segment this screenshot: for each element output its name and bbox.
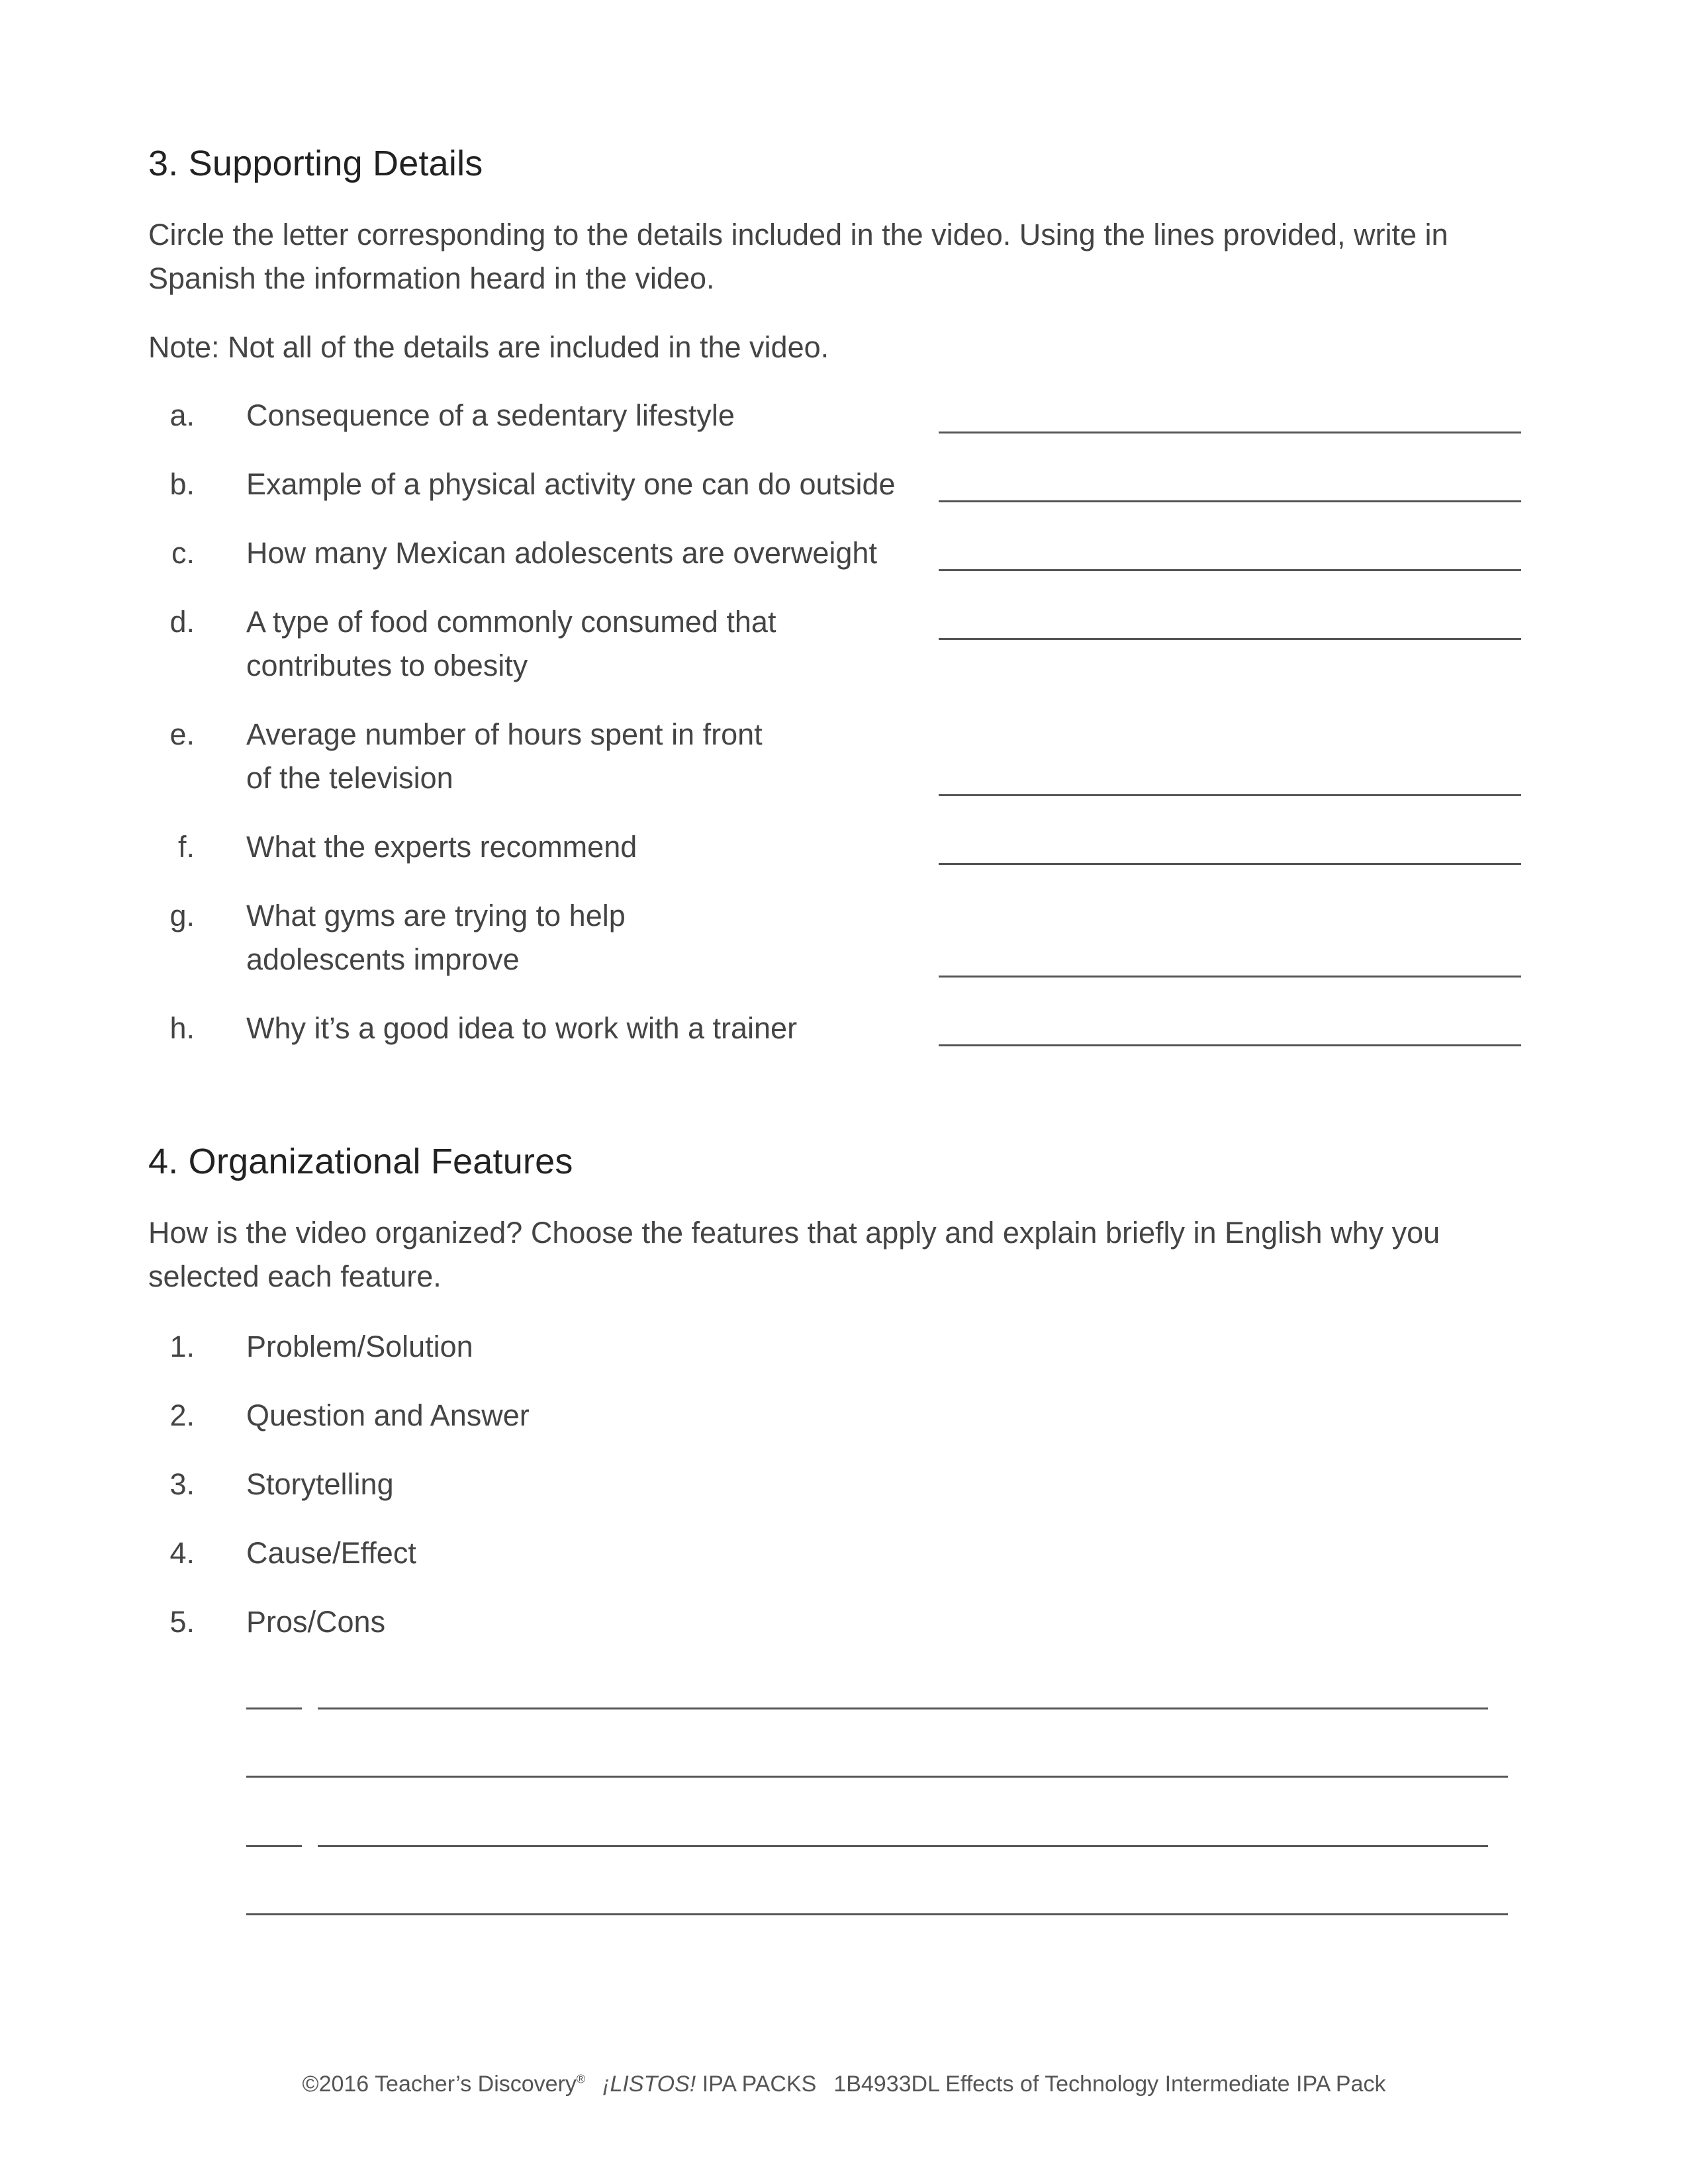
- feature-label: Pros/Cons: [246, 1605, 386, 1639]
- footer-brand: ¡LISTOS!: [602, 2071, 696, 2097]
- footer-title: 1B4933DL Effects of Technology Intermediate IPA Pack: [833, 2071, 1386, 2097]
- feature-label: Cause/Effect: [246, 1536, 416, 1570]
- detail-letter[interactable]: d.: [169, 605, 195, 639]
- detail-text: Why it’s a good idea to work with a trainer: [246, 1011, 798, 1045]
- feature-explanation-line-1[interactable]: [318, 1707, 1488, 1709]
- feature-number: 1.: [169, 1330, 195, 1363]
- detail-letter[interactable]: a.: [169, 398, 195, 432]
- detail-letter[interactable]: g.: [169, 899, 195, 933]
- detail-text: Example of a physical activity one can do outside: [246, 467, 896, 501]
- detail-text-continued: contributes to obesity: [246, 649, 528, 682]
- detail-letter[interactable]: h.: [169, 1011, 195, 1045]
- detail-text: A type of food commonly consumed that: [246, 605, 776, 639]
- feature-label: Problem/Solution: [246, 1330, 473, 1363]
- detail-text: Average number of hours spent in front: [246, 717, 763, 751]
- feature-number-blank-1[interactable]: [246, 1707, 302, 1709]
- detail-text: How many Mexican adolescents are overweight: [246, 536, 877, 570]
- answer-line-e[interactable]: [939, 794, 1521, 796]
- footer-copyright: ©2016 Teacher’s Discovery: [302, 2071, 577, 2097]
- footer-product: IPA PACKS: [702, 2071, 817, 2097]
- detail-letter[interactable]: f.: [177, 830, 195, 864]
- detail-letter[interactable]: e.: [169, 717, 195, 751]
- answer-line-d[interactable]: [939, 638, 1521, 640]
- feature-number: 4.: [169, 1536, 195, 1570]
- section-3-instructions: [148, 213, 1571, 300]
- answer-line-g[interactable]: [939, 976, 1521, 978]
- detail-text-continued: of the television: [246, 761, 453, 795]
- answer-line-b[interactable]: [939, 500, 1521, 502]
- detail-text: What gyms are trying to help: [246, 899, 626, 933]
- answer-line-a[interactable]: [939, 432, 1521, 433]
- feature-explanation-line-4[interactable]: [246, 1913, 1508, 1915]
- feature-number-blank-2[interactable]: [246, 1845, 302, 1847]
- detail-text-continued: adolescents improve: [246, 942, 520, 976]
- answer-line-f[interactable]: [939, 863, 1521, 865]
- feature-label: Storytelling: [246, 1467, 394, 1501]
- detail-text: Consequence of a sedentary lifestyle: [246, 398, 735, 432]
- section-3-heading: 3. Supporting Details: [148, 144, 483, 183]
- detail-letter[interactable]: b.: [169, 467, 195, 501]
- feature-explanation-line-3[interactable]: [318, 1845, 1488, 1847]
- section-3-instructions-line-1: Circle the letter corresponding to the details included in the video. Using the lines provided, write in: [148, 218, 1448, 251]
- feature-label: Question and Answer: [246, 1398, 530, 1432]
- section-3-instructions-line-2: Spanish the information heard in the video.: [148, 261, 715, 295]
- feature-number: 3.: [169, 1467, 195, 1501]
- footer: [0, 2071, 1688, 2097]
- feature-explanation-line-2[interactable]: [246, 1776, 1508, 1778]
- section-4-heading: 4. Organizational Features: [148, 1142, 573, 1181]
- section-4-instructions-line-1: How is the video organized? Choose the features that apply and explain briefly in English why you: [148, 1216, 1440, 1250]
- feature-number: 2.: [169, 1398, 195, 1432]
- feature-number: 5.: [169, 1605, 195, 1639]
- section-4-instructions-line-2: selected each feature.: [148, 1259, 442, 1293]
- section-4-instructions: [148, 1211, 1571, 1298]
- answer-line-c[interactable]: [939, 569, 1521, 571]
- answer-line-h[interactable]: [939, 1044, 1521, 1046]
- detail-letter[interactable]: c.: [171, 536, 195, 570]
- registered-mark: ®: [576, 2072, 586, 2086]
- section-3-note: Note: Not all of the details are included in the video.: [148, 330, 829, 364]
- detail-text: What the experts recommend: [246, 830, 637, 864]
